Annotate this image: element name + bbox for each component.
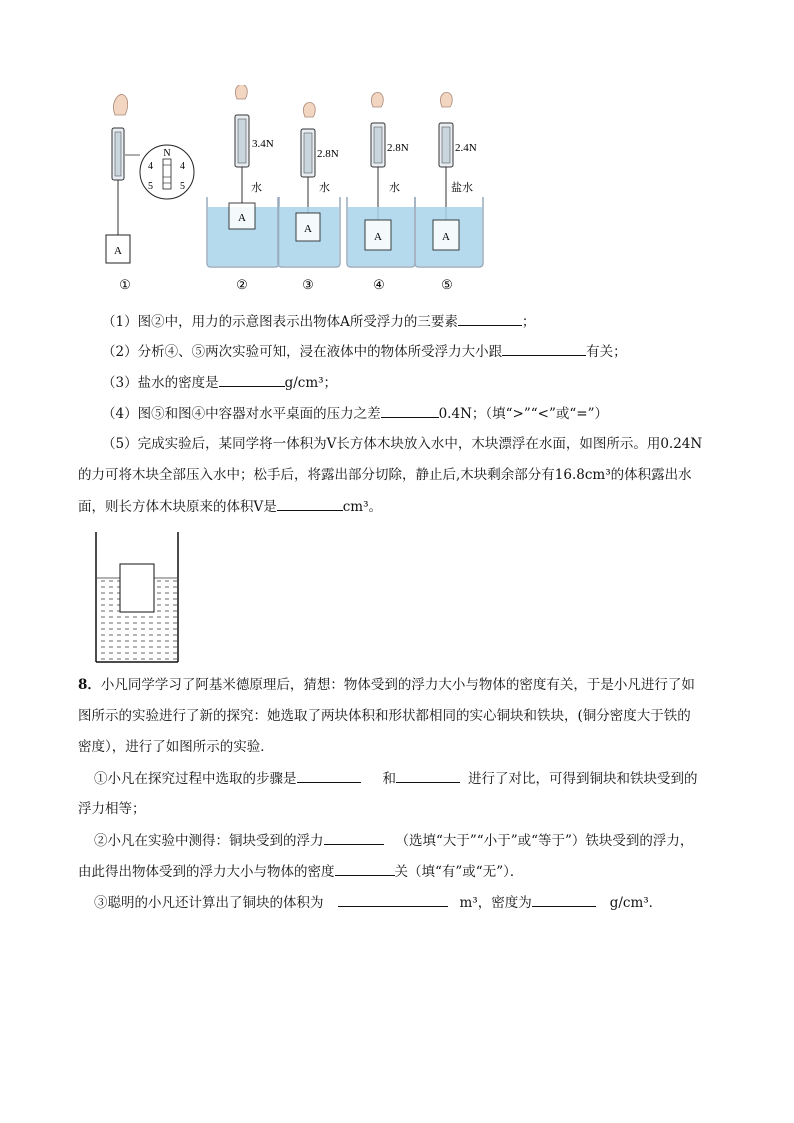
answer-blank[interactable]	[458, 311, 522, 326]
answer-blank[interactable]	[502, 341, 586, 356]
wood-block	[120, 564, 154, 612]
scale-tick: 5	[180, 181, 185, 192]
question-3-text: （3）盐水的密度是	[102, 375, 219, 391]
question-5-end: cm³。	[342, 499, 383, 515]
answer-blank[interactable]	[396, 768, 460, 783]
question-3	[102, 372, 337, 393]
problem-8-line-3	[78, 737, 274, 757]
scale-tick: 4	[180, 161, 185, 172]
problem-8-step-2	[94, 830, 693, 851]
answer-blank[interactable]	[277, 496, 343, 511]
scale-reading: 2.8N	[387, 142, 409, 154]
block-label: A	[442, 231, 450, 243]
scale-tick: 5	[148, 181, 153, 192]
answer-blank[interactable]	[297, 768, 361, 783]
step-3-end: g/cm³．	[609, 895, 663, 911]
question-2-text: （2）分析④、⑤两次实验可知，浸在液体中的物体所受浮力大小跟	[102, 344, 503, 360]
answer-blank[interactable]	[335, 861, 395, 876]
figure-label: ②	[236, 277, 248, 292]
answer-blank[interactable]	[381, 403, 439, 418]
question-4-text: （4）图⑤和图④中容器对水平桌面的压力之差	[102, 406, 381, 422]
scale-reading: 2.8N	[317, 148, 339, 160]
problem-8-text: 小凡同学学习了阿基米德原理后，猜想：物体受到的浮力大小与物体的密度有关，于是小凡进行了如	[100, 677, 695, 693]
liquid-label: 水	[319, 182, 330, 194]
figure-label: ①	[119, 277, 131, 292]
scale-unit: N	[163, 148, 171, 159]
liquid-label: 水	[389, 182, 400, 194]
question-5-line-2	[78, 465, 692, 485]
step-1-text: 浮力相等；	[78, 801, 146, 817]
scale-reading: 2.4N	[455, 142, 477, 154]
block-label: A	[114, 245, 122, 257]
problem-8-step-1	[94, 768, 698, 789]
liquid-label: 盐水	[451, 182, 473, 194]
question-3-end: g/cm³；	[284, 375, 338, 391]
answer-blank[interactable]	[338, 892, 448, 907]
setup-3	[278, 103, 340, 293]
setup-4	[347, 93, 415, 293]
step-3-mid: m³，密度为	[459, 895, 532, 911]
step-3-text: ③聪明的小凡还计算出了铜块的体积为	[94, 895, 324, 911]
problem-8-step-1-line-2	[78, 799, 146, 819]
question-5-line-3	[78, 496, 382, 517]
question-5-text: 面，则长方体木块原来的体积V是	[78, 499, 277, 515]
answer-blank[interactable]	[532, 892, 596, 907]
buoyancy-experiment-figure	[95, 85, 515, 300]
setup-5	[415, 93, 483, 293]
answer-blank[interactable]	[219, 372, 285, 387]
figure-label: ④	[373, 277, 385, 292]
setup-2	[207, 85, 279, 292]
question-1-text: （1）图②中，用力的示意图表示出物体A所受浮力的三要素	[102, 314, 458, 330]
question-5-text: 的力可将木块全部压入水中；松手后，将露出部分切除，静止后,木块剩余部分有16.8cm³的体积露出水	[78, 467, 692, 483]
figure-label: ③	[302, 277, 314, 292]
problem-8-text: 密度），进行了如图所示的实验．	[78, 739, 274, 755]
step-1-end: 进行了对比，可得到铜块和铁块受到的	[468, 771, 698, 787]
figure-label: ⑤	[441, 277, 453, 292]
step-1-mid: 和	[382, 771, 396, 787]
block-label: A	[304, 223, 312, 235]
problem-number: 8．	[78, 677, 101, 693]
question-1-end: ；	[521, 314, 536, 330]
scale-tick: 4	[148, 161, 153, 172]
question-5-line-1	[102, 434, 702, 454]
problem-8-text: 图所示的实验进行了新的探究：她选取了两块体积和形状都相同的实心铜块和铁块，(铜分密度大于铁的	[78, 708, 691, 724]
scale-reading: 3.4N	[252, 138, 274, 150]
step-1-text: ①小凡在探究过程中选取的步骤是	[94, 771, 297, 787]
question-5-text: （5）完成实验后，某同学将一体积为V长方体木块放入水中，木块漂浮在水面，如图所示。用0.24N	[102, 436, 703, 452]
step-2-end: 关（填“有”或“无”）．	[394, 864, 524, 880]
answer-blank[interactable]	[324, 830, 384, 845]
question-2-end: 有关；	[586, 344, 627, 360]
step-2-text: 由此得出物体受到的浮力大小与物体的密度	[78, 864, 335, 880]
block-label: A	[238, 212, 246, 224]
question-4-end: 0.4N；（填“>”“<”或“=”）	[438, 406, 608, 422]
liquid-label: 水	[251, 182, 262, 194]
step-2-end: （选填“大于”“小于”或“等于”）铁块受到的浮力，	[395, 833, 694, 849]
question-2	[102, 341, 627, 362]
step-2-text: ②小凡在实验中测得：铜块受到的浮力	[94, 833, 324, 849]
problem-8-step-3	[94, 892, 662, 913]
setup-1	[106, 94, 194, 292]
question-1	[102, 311, 535, 332]
problem-8-line-1	[78, 675, 695, 695]
block-label: A	[374, 231, 382, 243]
problem-8-line-2	[78, 706, 691, 726]
question-4	[102, 403, 608, 424]
floating-block-figure	[92, 530, 182, 665]
problem-8-step-2-line-2	[78, 861, 523, 882]
